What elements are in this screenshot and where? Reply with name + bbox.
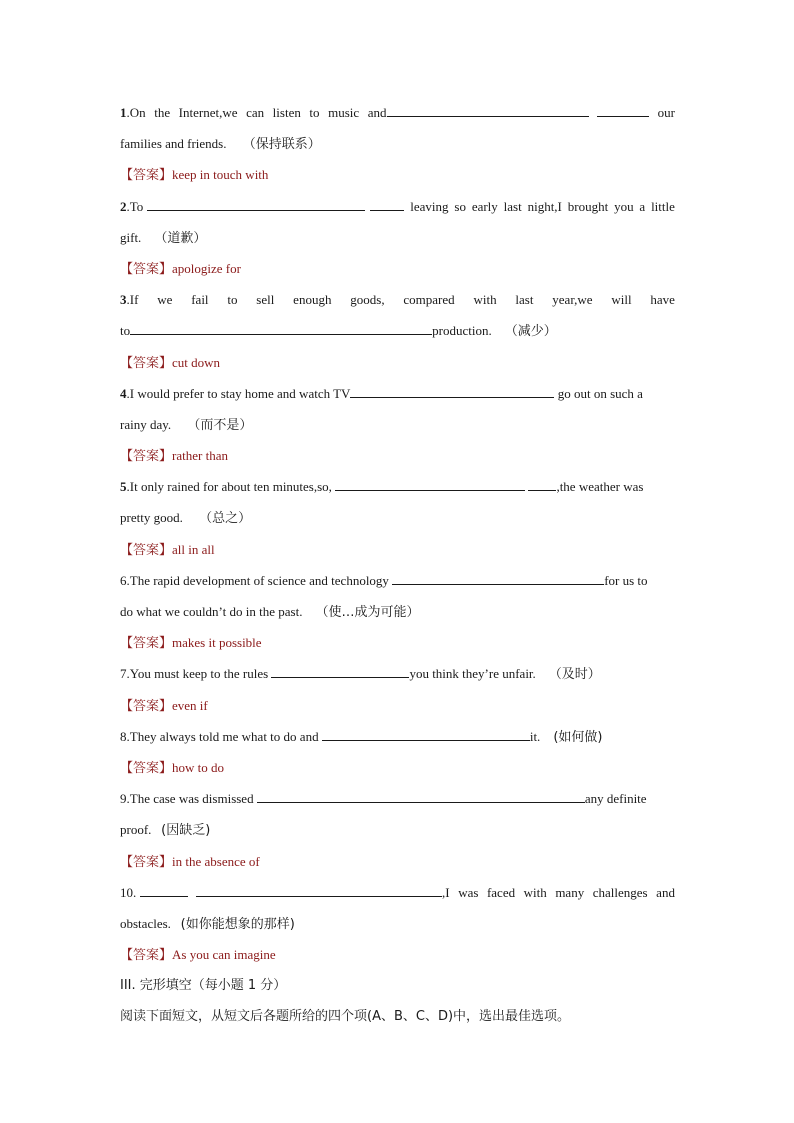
item-2-line-1: 2.To leaving so early last night,I brought you a little: [120, 198, 675, 214]
answer-label: 【答案】: [120, 698, 173, 714]
answer-blank[interactable]: [257, 789, 585, 803]
exercise-page: [120, 97, 675, 1033]
item-4-line-2: rainy day. （而不是）: [120, 416, 253, 433]
item-3-line-2: to production. （减少）: [120, 323, 557, 340]
item-9-line-2: proof. (因缺乏): [120, 822, 211, 839]
hint: （保持联系）: [242, 137, 321, 153]
hint: （总之）: [199, 511, 252, 527]
item-9-answer: [120, 846, 675, 877]
answer-text: in the absence of: [172, 853, 260, 869]
answer-blank[interactable]: [335, 477, 525, 491]
section-instructions: 阅读下面短文，从短文后各题所给的四个项(A、B、C、D)中，选出最佳选项。: [120, 1009, 571, 1025]
answer-label: 【答案】: [120, 760, 173, 776]
answer-label: 【答案】: [120, 168, 173, 184]
item-9-line-1: 9.The case was dismissed any definite: [120, 791, 647, 807]
answer-blank[interactable]: [528, 477, 556, 491]
answer-text: rather than: [172, 448, 228, 464]
answer-text: apologize for: [172, 260, 241, 276]
answer-text: makes it possible: [172, 635, 262, 651]
section-title: III. 完形填空（每小题 1 分）: [120, 978, 287, 994]
hint: （而不是）: [187, 417, 253, 433]
item-8-answer: [120, 752, 675, 783]
item-6-line-1: 6.The rapid development of science and technology for us to: [120, 572, 648, 588]
answer-label: 【答案】: [120, 948, 173, 964]
item-4-answer: [120, 440, 675, 471]
hint: （道歉）: [154, 230, 207, 246]
item-4-line-1: 4.I would prefer to stay home and watch TV go out on such a: [120, 385, 643, 401]
item-10-line-1: 10. ,I was faced with many challenges and: [120, 884, 675, 900]
item-10-line-2: obstacles. (如你能想象的那样): [120, 915, 295, 932]
item-1-answer: [120, 159, 675, 190]
item-3-answer: [120, 347, 675, 378]
answer-blank[interactable]: [387, 103, 589, 117]
answer-label: 【答案】: [120, 261, 173, 277]
hint: (因缺乏): [161, 823, 211, 839]
item-1-line-2: families and friends. （保持联系）: [120, 136, 321, 153]
item-3-line-1: 3.If we fail to sell enough goods, compared with last year,we will have: [120, 292, 675, 308]
answer-text: As you can imagine: [172, 947, 276, 963]
answer-blank[interactable]: [130, 321, 432, 335]
hint: （及时）: [548, 667, 601, 683]
answer-blank[interactable]: [271, 664, 409, 678]
item-6-answer: [120, 627, 675, 658]
item-6-line-2: do what we couldn’t do in the past. （使…成为可能）: [120, 604, 420, 620]
item-2-line-2: gift. （道歉）: [120, 229, 207, 246]
answer-blank[interactable]: [140, 883, 188, 897]
answer-text: how to do: [172, 759, 225, 775]
answer-blank[interactable]: [597, 103, 649, 117]
answer-text: even if: [172, 697, 208, 713]
item-7-line-1: 7.You must keep to the rules you think they’re unfair. （及时）: [120, 666, 601, 683]
answer-blank[interactable]: [350, 384, 554, 398]
item-7-answer: [120, 690, 675, 721]
hint: (如你能想象的那样): [180, 916, 295, 932]
answer-label: 【答案】: [120, 542, 173, 558]
item-10-answer: [120, 939, 675, 970]
answer-text: all in all: [172, 541, 215, 557]
answer-text: cut down: [172, 354, 221, 370]
hint: (如何做): [553, 729, 603, 745]
answer-blank[interactable]: [392, 571, 604, 585]
item-5-answer: [120, 534, 675, 565]
answer-label: 【答案】: [120, 355, 173, 371]
item-5-line-1: 5.It only rained for about ten minutes,so, ,the weather was: [120, 479, 644, 495]
answer-blank[interactable]: [147, 197, 365, 211]
answer-label: 【答案】: [120, 449, 173, 465]
item-2-answer: [120, 253, 675, 284]
answer-text: keep in touch with: [172, 167, 269, 183]
item-8-line-1: 8.They always told me what to do and it. (如何做): [120, 728, 603, 745]
answer-blank[interactable]: [196, 883, 442, 897]
hint: （使…成为可能）: [315, 605, 420, 620]
item-5-line-2: pretty good. （总之）: [120, 510, 252, 527]
answer-blank[interactable]: [370, 197, 404, 211]
answer-label: 【答案】: [120, 636, 173, 652]
answer-blank[interactable]: [322, 727, 530, 741]
hint: （减少）: [504, 324, 557, 340]
answer-label: 【答案】: [120, 854, 173, 870]
item-number: 1: [120, 105, 127, 120]
item-1-line-1: 1.On the Internet,we can listen to music and our: [120, 105, 675, 120]
